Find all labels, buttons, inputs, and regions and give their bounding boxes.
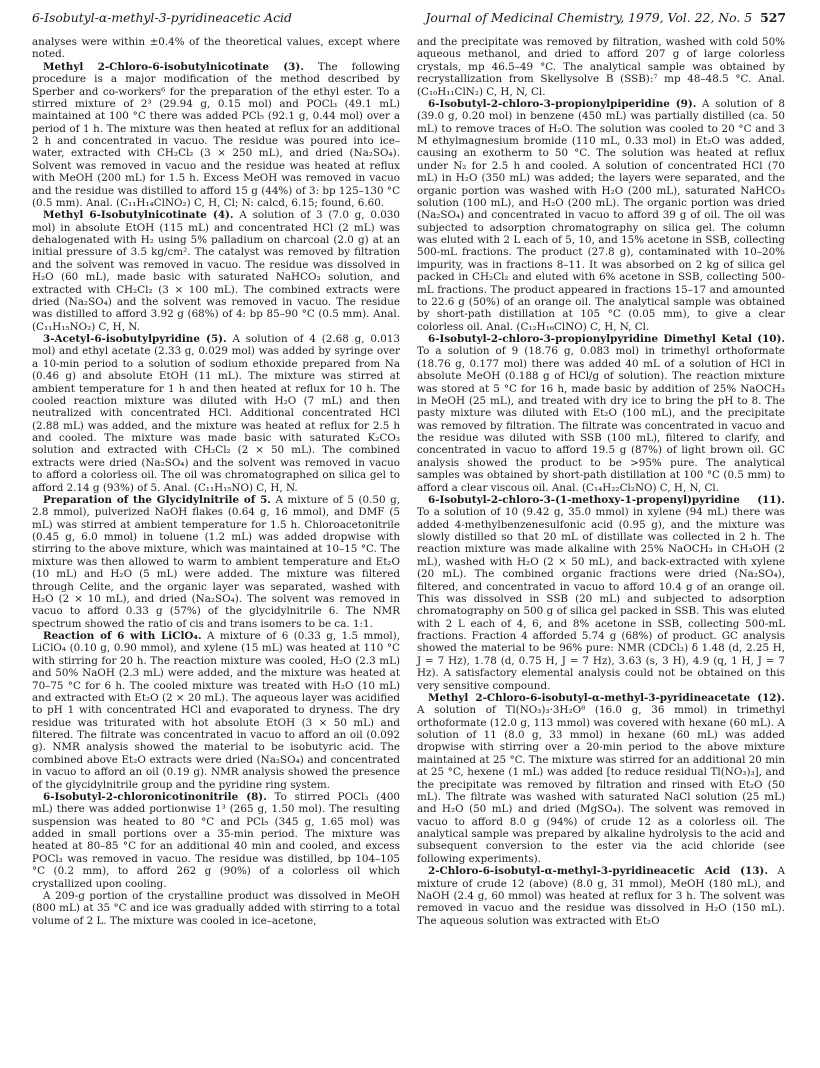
paragraph-body: and the precipitate was removed by filtration, washed with cold 50% aqueous methanol, and dried to afford 207 g of large colorless crystals, mp 46.5–49 °C. The analytical sample was obtained by recrystallization from Skellysolve B (SSB):⁷ mp 48–48.5 °C. Anal. (C₁₀H₁₁ClN₂) C, H, N, Cl. [417, 36, 785, 98]
paragraph-body: A mixture of crude 12 (above) (8.0 g, 31 mmol), MeOH (180 mL), and NaOH (2.4 g, 60 mmol) was heated at reflux for 3 h. The solvent was removed in vacuo and the residue was dissolved in H₂O (150 mL). The aqueous solution was extracted with Et₂O [417, 865, 785, 927]
paragraph: analyses were within ±0.4% of the theoretical values, except where noted. [32, 36, 400, 61]
paragraph-heading: 6-Isobutyl-2-chloro-3-propionylpiperidine (9). [428, 97, 697, 110]
running-title: 6-Isobutyl-α-methyl-3-pyridineacetic Acid [32, 10, 292, 25]
paragraph [32, 209, 400, 333]
left-column [32, 36, 400, 927]
paragraph [32, 791, 400, 890]
paragraph [32, 890, 400, 927]
paragraph-body: To a solution of 9 (18.76 g, 0.083 mol) in trimethyl orthoformate (18.76 g, 0.177 mol) there was added 40 mL of a solution of HCl in absolute MeOH (0.188 g of HCl/g of solution). The reaction mixture was stored at 5 °C for 16 h, made basic by addition of 25% NaOCH₃ in MeOH (25 mL), and treated with dry ice to bring the pH to 8. The pasty mixture was diluted with Et₂O (100 mL), and the precipitate was removed by filtration. The filtrate was concentrated in vacuo and the residue was diluted with SSB (100 mL), filtered to clarify, and concentrated in vacuo to afford 19.5 g (87%) of light brown oil. GC analysis showed the product to be >95% pure. The analytical samples was obtained by short-path distillation at 100 °C (0.5 mm) to afford a clear viscous oil. Anal. (C₁₄H₂₂Cl₂NO) C, H, N, Cl. [417, 345, 785, 494]
paragraph [32, 333, 400, 494]
page-header [32, 10, 786, 28]
paragraph-heading: 6-Isobutyl-2-chloronicotinonitrile (8). [43, 790, 267, 803]
journal-citation: Journal of Medicinal Chemistry, 1979, Vol. 22, No. 5 [425, 10, 753, 25]
paragraph-heading: Preparation of the Glycidylnitrile of 5. [43, 493, 271, 506]
paragraph [32, 630, 400, 791]
paragraph-body: The following procedure is a major modification of the method described by Sperber and co-workers⁶ for the preparation of the ethyl ester. To a stirred mixture of 2³ (29.94 g, 0.15 mol) and POCl₃ (49.1 mL) maintained at 100 °C there was added PCl₅ (92.1 g, 0.44 mol) over a period of 1 h. The mixture was then heated at reflux for an additional 2 h and concentrated in vacuo. The residue was poured into ice–water, extracted with CH₂Cl₂ (3 × 250 mL), and dried (Na₂SO₄). Solvent was removed in vacuo and the residue was heated at reflux with MeOH (200 mL) for 1.5 h. Excess MeOH was removed in vacuo and the residue was distilled to afford 15 g (44%) of 3: bp 125–130 °C (0.5 mm). Anal. (C₁₁H₁₄ClNO₂) C, H, Cl; N: calcd, 6.15; found, 6.60. [32, 60, 400, 209]
paragraph-heading: Reaction of 6 with LiClO₄. [43, 630, 202, 642]
paragraph [417, 865, 785, 927]
paragraph-heading: 6-Isobutyl-2-chloro-3-propionylpyridine Dimethyl Ketal (10). [428, 333, 785, 345]
paragraph-heading: Methyl 2-Chloro-6-isobutyl-α-methyl-3-pyridineacetate (12). [428, 691, 785, 704]
paragraph-body: To a solution of 10 (9.42 g, 35.0 mmol) in xylene (94 mL) there was added 4-methylbenzenesulfonic acid (0.95 g), and the mixture was slowly distilled so that 20 mL of distillate was collected in 2 h. The reaction mixture was made alkaline with 25% NaOCH₃ in CH₃OH (2 mL), washed with H₂O (2 × 50 mL), and back-extracted with xylene (20 mL). The combined organic fractions were dried (Na₂SO₄), filtered, and concentrated in vacuo to afford 10.4 g of an orange oil. This was dissolved in SSB (20 mL) and subjected to adsorption chromatography on 500 g of silica gel packed in SSB. This was eluted with 2 L each of 4, 6, and 8% acetone in SSB, collecting 500-mL fractions. Fraction 4 afforded 5.74 g (68%) of product. GC analysis showed the material to be 96% pure: NMR (CDCl₃) δ 1.48 (d, 2.25 H, J = 7 Hz), 1.78 (d, 0.75 H, J = 7 Hz), 3.63 (s, 3 H), 4.9 (q, 1 H, J = 7 Hz). A satisfactory elemental analysis could not be obtained on this very sensitive compound. [417, 506, 785, 692]
page-number: 527 [760, 10, 786, 25]
paragraph-body: A solution of 8 (39.0 g, 0.20 mol) in benzene (450 mL) was partially distilled (ca. 50 mL) to remove traces of H₂O. The solution was cooled to 20 °C and 3 M ethylmagnesium bromide (110 mL, 0.33 mol) in Et₂O was added, causing an exotherm to 50 °C. The solution was heated at reflux under N₂ for 2.5 h and cooled. A solution of concentrated HCl (70 mL) in H₂O (350 mL) was added; the layers were separated, and the organic portion was washed with H₂O (200 mL), saturated NaHCO₃ solution (100 mL), and H₂O (200 mL). The organic portion was dried (Na₂SO₄) and concentrated in vacuo to afford 39 g of oil. The oil was subjected to adsorption chromatography on silica gel. The column was eluted with 2 L each of 5, 10, and 15% acetone in SSB, collecting 500-mL fractions. The product (27.8 g), contaminated with 10–20% impurity, was in fractions 8–11. It was absorbed on 2 kg of silica gel packed in CH₂Cl₂ and eluted with 6% acetone in SSB, collecting 500-mL fractions. The product appeared in fractions 15–17 and amounted to 22.6 g (50%) of an orange oil. The analytical sample was obtained by short-path distillation at 105 °C (0.05 mm), to give a clear colorless oil. Anal. (C₁₂H₁₆ClNO) C, H, N, Cl. [417, 97, 785, 333]
journal-info [425, 10, 786, 25]
paragraph [32, 61, 400, 210]
paragraph-heading: 3-Acetyl-6-isobutylpyridine (5). [43, 333, 227, 345]
paragraph-body: A solution of 3 (7.0 g, 0.030 mol) in absolute EtOH (115 mL) and concentrated HCl (2 mL) was dehalogenated with H₂ using 5% palladium on charcoal (2.0 g) at an initial pressure of 3.5 kg/cm². The catalyst was removed by filtration and the solvent was removed in vacuo. The residue was dissolved in H₂O (60 mL), made basic with saturated NaHCO₃ solution, and extracted with CH₂Cl₂ (3 × 100 mL). The combined extracts were dried (Na₂SO₄) and the solvent was removed in vacuo. The residue was distilled to afford 3.92 g (68%) of 4: bp 85–90 °C (0.5 mm). Anal. (C₁₁H₁₅NO₂) C, H, N. [32, 209, 400, 333]
paragraph-body: To stirred POCl₃ (400 mL) there was added portionwise 1³ (265 g, 1.50 mol). The resulting suspension was heated to 80 °C and PCl₅ (345 g, 1.65 mol) was added in small portions over a 35-min period. The mixture was heated at 80–85 °C for an additional 40 min and cooled, and excess POCl₃ was removed in vacuo. The residue was distilled, bp 104–105 °C (0.2 mm), to afford 262 g (90%) of a colorless oil which crystallized upon cooling. [32, 790, 400, 890]
paragraph [417, 98, 785, 333]
paragraph-body: A 209-g portion of the crystalline product was dissolved in MeOH (800 mL) at 35 °C and ice was gradually added with stirring to a total volume of 2 L. The mixture was cooled in ice–acetone, [32, 889, 400, 927]
paragraph-heading: 2-Chloro-6-isobutyl-α-methyl-3-pyridineacetic Acid (13). [428, 865, 768, 878]
paragraph [417, 36, 785, 98]
paragraph [417, 692, 785, 865]
paragraph-body: A solution of Tl(NO₃)₃·3H₂O⁸ (16.0 g, 36 mmol) in trimethyl orthoformate (12.0 g, 113 mmol) was covered with hexane (60 mL). A solution of 11 (8.0 g, 33 mmol) in hexane (60 mL) was added dropwise with stirring over a 20-min period to the above mixture maintained at 25 °C. The mixture was stirred for an additional 20 min at 25 °C, hexene (1 mL) was added [to reduce residual Tl(NO₃)₃], and the precipitate was removed by filtration and rinsed with Et₂O (50 mL). The filtrate was washed with saturated NaCl solution (25 mL) and H₂O (50 mL) and dried (MgSO₄). The solvent was removed in vacuo to afford 8.0 g (94%) of crude 12 as a colorless oil. The analytical sample was prepared by alkaline hydrolysis to the acid and subsequent conversion to the ester via the acid chloride (see following experiments). [417, 704, 785, 865]
paragraph [32, 494, 400, 630]
paragraph-heading: Methyl 2-Chloro-6-isobutylnicotinate (3). [43, 60, 304, 73]
paragraph-heading: 6-Isobutyl-2-chloro-3-(1-methoxy-1-propenyl)pyridine (11). [428, 493, 785, 506]
paragraph-body: A mixture of 5 (0.50 g, 2.8 mmol), pulverized NaOH flakes (0.64 g, 16 mmol), and DMF (5 mL) was stirred at ambient temperature for 1.5 h. Chloroacetonitrile (0.45 g, 6.0 mmol) in toluene (1.2 mL) was added dropwise with stirring to the above mixture, which was maintained at 10–15 °C. The mixture was then allowed to warm to ambient temperature and Et₂O (10 mL) and H₂O (5 mL) were added. The mixture was filtered through Celite, and the organic layer was separated, washed with H₂O (2 × 10 mL), and dried (Na₂SO₄). The solvent was removed in vacuo to afford 0.33 g (57%) of the glycidylnitrile 6. The NMR spectrum showed the ratio of cis and trans isomers to be ca. 1:1. [32, 493, 400, 630]
paragraph-heading: Methyl 6-Isobutylnicotinate (4). [43, 209, 234, 222]
right-column [417, 36, 785, 927]
paragraph-body: A solution of 4 (2.68 g, 0.013 mol) and ethyl acetate (2.33 g, 0.029 mol) was added by syringe over a 10-min period to a solution of sodium ethoxide prepared from Na (0.46 g) and absolute EtOH (11 mL). The mixture was stirred at ambient temperature for 1 h and then heated at reflux for 10 h. The cooled reaction mixture was diluted with H₂O (7 mL) and then neutralized with concentrated HCl. Additional concentrated HCl (2.88 mL) was added, and the mixture was heated at reflux for 2.5 h and cooled. The mixture was made basic with saturated K₂CO₃ solution and extracted with CH₂Cl₂ (2 × 50 mL). The combined extracts were dried (Na₂SO₄) and the solvent was removed in vacuo to afford a colorless oil. The oil was chromatographed on silica gel to afford 2.14 g (93%) of 5. Anal. (C₁₁H₁₅NO) C, H, N. [32, 333, 400, 494]
paragraph-body: A mixture of 6 (0.33 g, 1.5 mmol), LiClO₄ (0.10 g, 0.90 mmol), and xylene (15 mL) was heated at 110 °C with stirring for 20 h. The reaction mixture was cooled, H₂O (2.3 mL) and 50% NaOH (2.3 mL) were added, and the mixture was heated at 70–75 °C for 6 h. The cooled mixture was treated with H₂O (10 mL) and extracted with Et₂O (2 × 20 mL). The aqueous layer was acidified to pH 1 with concentrated HCl and evaporated to dryness. The dry residue was triturated with hot absolute EtOH (3 × 50 mL) and filtered. The filtrate was concentrated in vacuo to afford an oil (0.092 g). NMR analysis showed the material to be isobutyric acid. The combined above Et₂O extracts were dried (Na₂SO₄) and concentrated in vacuo to afford an oil (0.19 g). NMR analysis showed the presence of the glycidylnitrile group and the pyridine ring system. [32, 630, 400, 791]
paragraph [417, 494, 785, 692]
paragraph [417, 333, 785, 494]
